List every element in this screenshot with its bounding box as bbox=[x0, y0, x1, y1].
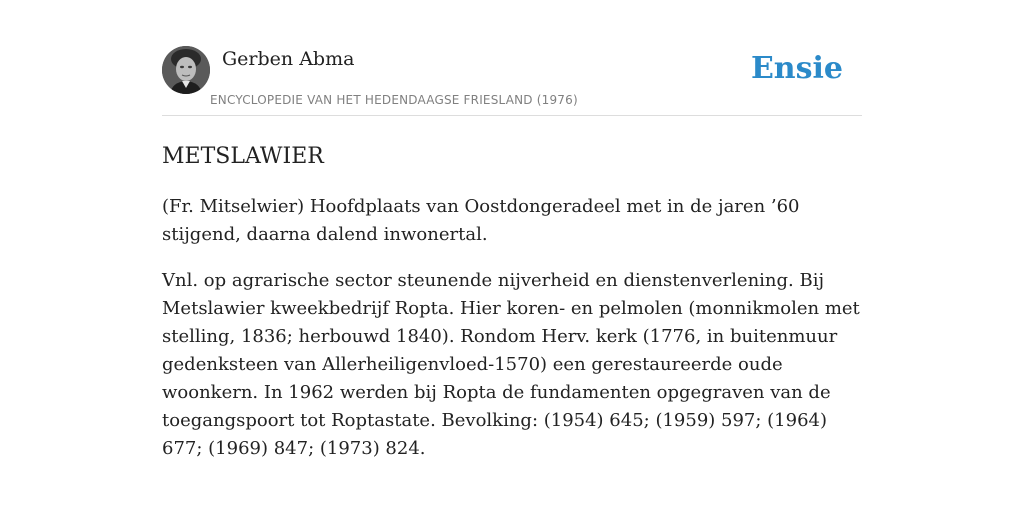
encyclopedia-source[interactable]: ENCYCLOPEDIE VAN HET HEDENDAAGSE FRIESLAND (1976) bbox=[210, 93, 578, 107]
article-paragraph: Vnl. op agrarische sector steunende nijverheid en dienstenverlening. Bij Metslawier kweekbedrijf Ropta. Hier koren- en pelmolen (monnikmolen met stelling, 1836; herbouwd 1840). Rondom Herv. kerk (1776, in buitenmuur gedenksteen van Allerheiligenvloed-1570) een gerestaureerde oude woonkern. In 1962 werden bij Ropta de fundamenten opgegraven van de toegangspoort tot Roptastate. Bevolking: (1954) 645; (1959) 597; (1964) 677; (1969) 847; (1973) 824. bbox=[162, 270, 860, 459]
ensie-logo[interactable]: Ensie bbox=[750, 51, 843, 86]
author-name[interactable]: Gerben Abma bbox=[222, 48, 355, 70]
article-paragraph: (Fr. Mitselwier) Hoofdplaats van Oostdongeradeel met in de jaren ’60 stijgend, daarna dalend inwonertal. bbox=[162, 196, 800, 245]
article-title: METSLAWIER bbox=[162, 144, 324, 169]
article-header bbox=[162, 46, 862, 116]
author-photo-icon bbox=[162, 46, 210, 94]
article-card bbox=[162, 46, 862, 463]
author-avatar[interactable] bbox=[162, 46, 210, 94]
